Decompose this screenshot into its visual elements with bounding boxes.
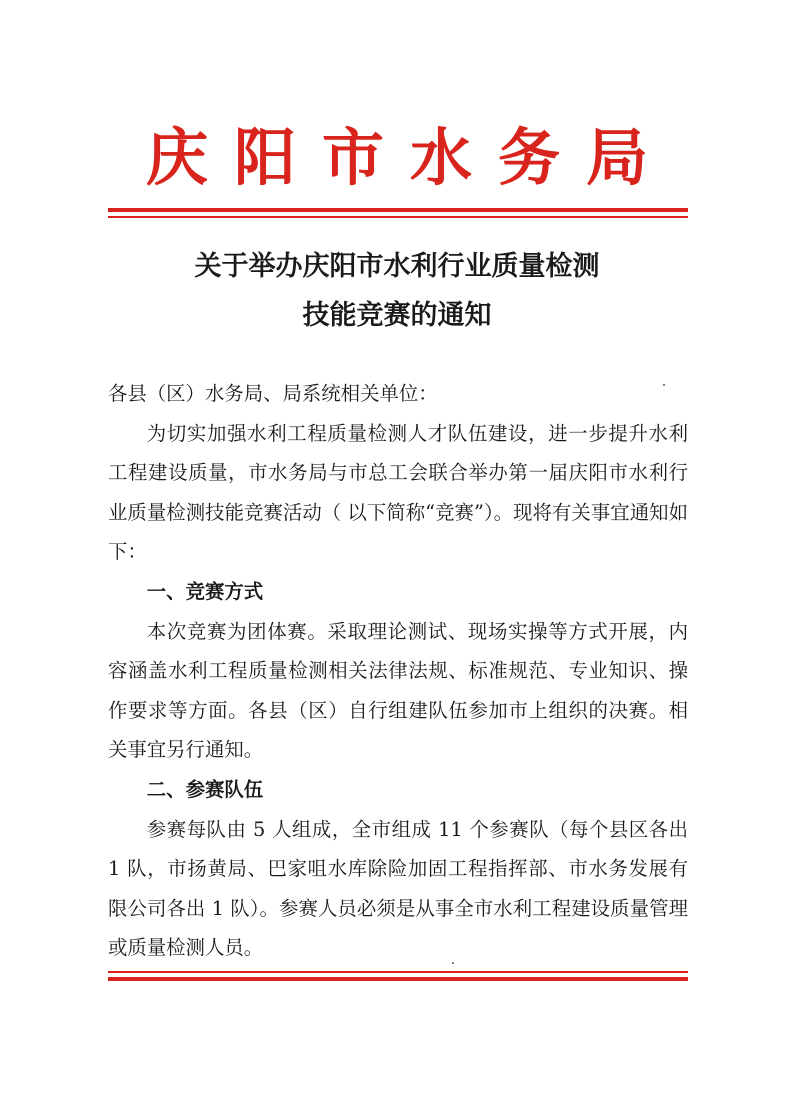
document-title-line-2: 技能竞赛的通知 <box>302 300 492 331</box>
section-heading: 二、参赛队伍 <box>146 777 264 801</box>
section-paragraph: 参赛每队由 5 人组成，全市组成 11 个参赛队（每个县区各出 1 队，市扬黄局、巴家咀水库除险加固工程指挥部、市水务发展有限公司各出 1 队）。参赛人员必须是从事全市水利工程建设质量管理或质量检测人员。 <box>108 817 688 960</box>
letterhead-rule-thin <box>108 216 688 218</box>
document-body <box>108 374 688 968</box>
document-title-line-1: 关于举办庆阳市水利行业质量检测 <box>194 251 600 282</box>
footer-rule-thin <box>108 971 688 973</box>
scan-speck <box>452 962 454 964</box>
section-heading: 一、竞赛方式 <box>146 579 264 603</box>
scan-speck <box>663 384 665 386</box>
letterhead-org-name: 庆阳市水务局 <box>145 121 674 194</box>
section-paragraph: 本次竞赛为团体赛。采取理论测试、现场实操等方式开展，内容涵盖水利工程质量检测相关法律法规、标准规范、专业知识、操作要求等方面。各县（区）自行组建队伍参加市上组织的决赛。相关事宜另行通知。 <box>108 619 688 762</box>
intro-paragraph: 为切实加强水利工程质量检测人才队伍建设，进一步提升水利工程建设质量，市水务局与市总工会联合举办第一届庆阳市水利行业质量检测技能竞赛活动（ 以下简称“竞赛”）。现将有关事宜通知如下： <box>108 421 688 564</box>
footer-rule-thick <box>108 977 688 981</box>
salutation: 各县（区）水务局、局系统相关单位： <box>108 382 438 405</box>
letterhead-rule-thick <box>108 208 688 212</box>
